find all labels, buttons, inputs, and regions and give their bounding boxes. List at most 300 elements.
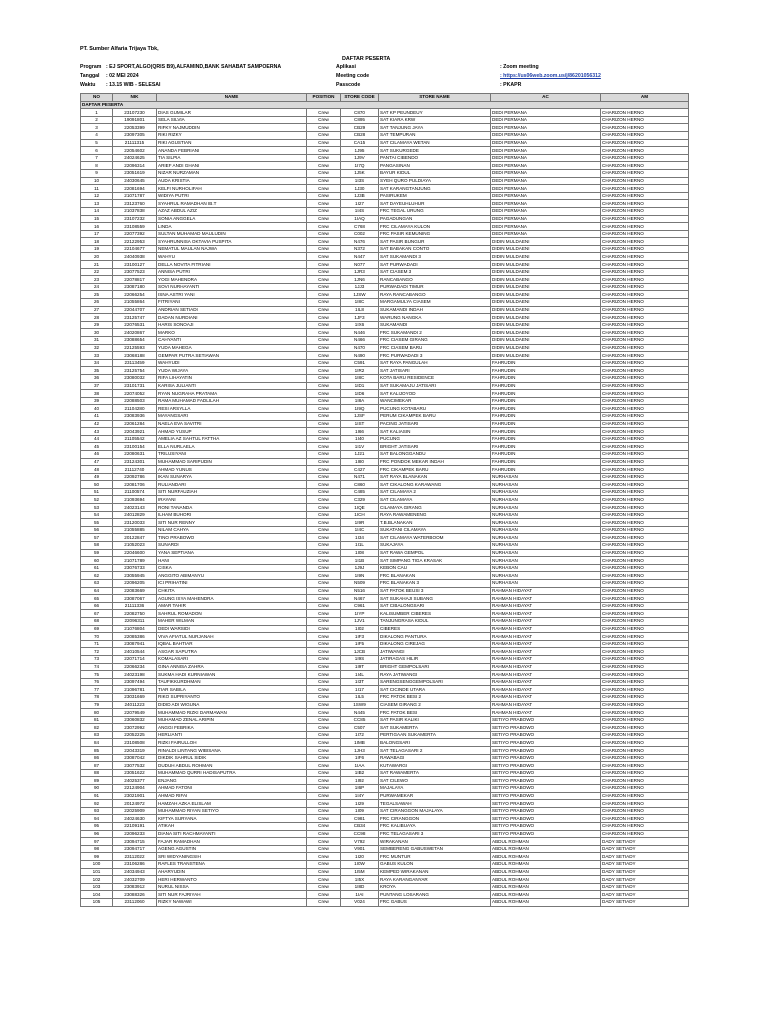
cell-position: Crew <box>307 337 341 345</box>
cell-nik: 23021901 <box>113 792 157 800</box>
cell-no: 45 <box>81 443 113 451</box>
meta-meeting-value[interactable] <box>500 73 601 80</box>
cell-store-code: 1IF6 <box>341 754 379 762</box>
cell-nik: 23087067 <box>113 595 157 603</box>
cell-position: Crew <box>307 580 341 588</box>
cell-position: Crew <box>307 412 341 420</box>
cell-position: Crew <box>307 549 341 557</box>
cell-no: 29 <box>81 321 113 329</box>
cell-am: CHARIZON HERNO <box>601 473 689 481</box>
cell-ac: NURHASAN <box>491 526 601 534</box>
cell-ac: ABDUL ROHMAN <box>491 845 601 853</box>
cell-nik: 21112740 <box>113 466 157 474</box>
cell-position: Crew <box>307 496 341 504</box>
cell-position: Crew <box>307 245 341 253</box>
cell-ac: DIDIN MULDAENI <box>491 321 601 329</box>
cell-nik: 23094717 <box>113 845 157 853</box>
cell-no: 1 <box>81 109 113 117</box>
cell-store-code: N516 <box>341 587 379 595</box>
cell-nik: 19091801 <box>113 116 157 124</box>
cell-name: ICI PRIHATINI <box>157 580 307 588</box>
cell-position: Crew <box>307 724 341 732</box>
cell-position: Crew <box>307 792 341 800</box>
cell-store-name: SUKAMANDI INDAH <box>379 306 491 314</box>
cell-no: 14 <box>81 207 113 215</box>
cell-am: CHARIZON HERNO <box>601 124 689 132</box>
cell-name: SYAHRUNNISA OKTAVIA PUSPITA <box>157 238 307 246</box>
cell-nik: 22061284 <box>113 420 157 428</box>
cell-name: DUDUH ABDUL ROHMAN <box>157 762 307 770</box>
table-row <box>81 686 689 694</box>
cell-am: CHARIZON HERNO <box>601 359 689 367</box>
table-row <box>81 800 689 808</box>
cell-store-code: N445 <box>341 709 379 717</box>
cell-position: Crew <box>307 443 341 451</box>
cell-store-name: TEGALSAWAH <box>379 800 491 808</box>
cell-ac: ABDUL ROHMAN <box>491 891 601 899</box>
table-row <box>81 147 689 155</box>
cell-no: 17 <box>81 230 113 238</box>
cell-no: 3 <box>81 124 113 132</box>
cell-nik: 23080032 <box>113 374 157 382</box>
cell-position: Crew <box>307 382 341 390</box>
cell-position: Crew <box>307 701 341 709</box>
cell-position: Crew <box>307 663 341 671</box>
cell-name: RESI ARSYLLA <box>157 405 307 413</box>
cell-name: ANANDA FEBRIANI <box>157 147 307 155</box>
cell-store-code: 1I8A <box>341 397 379 405</box>
cell-no: 34 <box>81 359 113 367</box>
cell-store-code: C981 <box>341 815 379 823</box>
cell-ac: FAHRUDIN <box>491 374 601 382</box>
cell-am: CHARIZON HERNO <box>601 466 689 474</box>
cell-am: CHARIZON HERNO <box>601 496 689 504</box>
cell-ac: FAHRUDIN <box>491 405 601 413</box>
table-row <box>81 815 689 823</box>
cell-name: NILAM CAHYA <box>157 526 307 534</box>
cell-store-name: SAT RAWA GEMPOL <box>379 549 491 557</box>
cell-name: ELLA NURLAELA <box>157 443 307 451</box>
cell-store-name: CIASEM GIRANG 2 <box>379 701 491 709</box>
cell-ac: RAHMAN HIDAYAT <box>491 701 601 709</box>
cell-am: DADY SETIADY <box>601 853 689 861</box>
cell-position: Crew <box>307 777 341 785</box>
cell-name: MAYANGSARI <box>157 412 307 420</box>
cell-no: 23 <box>81 276 113 284</box>
cell-position: Crew <box>307 314 341 322</box>
cell-store-name: PERTIGAAN SUKAMERTA <box>379 731 491 739</box>
cell-position: Crew <box>307 557 341 565</box>
cell-nik: 21071787 <box>113 192 157 200</box>
cell-nik: 21055864 <box>113 299 157 307</box>
meta-tanggal-value: : 02 MEI 2024 <box>106 73 139 79</box>
cell-position: Crew <box>307 671 341 679</box>
cell-no: 61 <box>81 564 113 572</box>
cell-no: 48 <box>81 466 113 474</box>
cell-no: 7 <box>81 154 113 162</box>
cell-no: 66 <box>81 602 113 610</box>
cell-store-name: CILAMAYA GIRANG <box>379 504 491 512</box>
cell-position: Crew <box>307 709 341 717</box>
cell-no: 49 <box>81 473 113 481</box>
cell-nik: 22125593 <box>113 344 157 352</box>
cell-no: 26 <box>81 299 113 307</box>
table-row <box>81 519 689 527</box>
cell-store-code: 1I4Y <box>341 792 379 800</box>
cell-nik: 23120033 <box>113 519 157 527</box>
cell-store-code: 1IAI <box>341 891 379 899</box>
cell-store-name: DIKALONG CIREJAG <box>379 640 491 648</box>
cell-am: CHARIZON HERNO <box>601 580 689 588</box>
cell-no: 103 <box>81 883 113 891</box>
cell-store-code: 1JH3 <box>341 747 379 755</box>
cell-store-name: SAT JATISARI <box>379 367 491 375</box>
cell-no: 100 <box>81 860 113 868</box>
cell-am: CHARIZON HERNO <box>601 337 689 345</box>
cell-name: WIDIYA PUTRI <box>157 192 307 200</box>
cell-position: Crew <box>307 830 341 838</box>
cell-ac: SETIYO PRABOWO <box>491 807 601 815</box>
cell-ac: DIDIN MULDAENI <box>491 352 601 360</box>
table-row <box>81 898 689 906</box>
table-row <box>81 238 689 246</box>
cell-nik: 22088503 <box>113 397 157 405</box>
cell-ac: DEDI PERMANA <box>491 192 601 200</box>
cell-ac: SETIYO PRABOWO <box>491 823 601 831</box>
cell-am: CHARIZON HERNO <box>601 709 689 717</box>
cell-name: DEDI WARSIDI <box>157 625 307 633</box>
cell-no: 31 <box>81 337 113 345</box>
cell-ac: RAHMAN HIDAYAT <box>491 587 601 595</box>
cell-nik: 20124972 <box>113 800 157 808</box>
cell-name: DIANA SITI RACHMAYANTI <box>157 830 307 838</box>
cell-ac: NURHASAN <box>491 572 601 580</box>
cell-am: CHARIZON HERNO <box>601 785 689 793</box>
cell-no: 24 <box>81 283 113 291</box>
cell-store-code: 1JR3 <box>341 268 379 276</box>
section-row <box>81 101 689 109</box>
cell-name: SOVI NURHAYANTI <box>157 283 307 291</box>
cell-no: 72 <box>81 648 113 656</box>
cell-am: CHARIZON HERNO <box>601 526 689 534</box>
cell-nik: 23125754 <box>113 367 157 375</box>
cell-store-code: 1ICH <box>341 511 379 519</box>
meta-program-value: : EJ SPORT,ALGO(QRIS B9),ALFAMIND,BANK SAHABAT SAMPOERNA <box>106 64 282 70</box>
cell-position: Crew <box>307 640 341 648</box>
cell-store-name: SAT BALONGGANDU <box>379 450 491 458</box>
cell-no: 16 <box>81 223 113 231</box>
cell-no: 88 <box>81 769 113 777</box>
cell-name: RIZKI FAIRULLOH <box>157 739 307 747</box>
cell-ac: FAHRUDIN <box>491 412 601 420</box>
cell-name: RONI TANANDA <box>157 504 307 512</box>
cell-no: 9 <box>81 169 113 177</box>
cell-name: MAHER WILMAN <box>157 617 307 625</box>
cell-no: 63 <box>81 580 113 588</box>
cell-am: CHARIZON HERNO <box>601 405 689 413</box>
cell-nik: 21104280 <box>113 405 157 413</box>
cell-store-code: C768 <box>341 223 379 231</box>
cell-store-code: 1IB2 <box>341 769 379 777</box>
cell-store-name: SYEH QURO PULDIAYA <box>379 177 491 185</box>
table-row <box>81 542 689 550</box>
meta-program-label: Program <box>80 64 102 70</box>
cell-position: Crew <box>307 124 341 132</box>
cell-position: Crew <box>307 823 341 831</box>
cell-ac: ABDUL ROHMAN <box>491 898 601 906</box>
cell-name: CISKA <box>157 564 307 572</box>
table-row <box>81 504 689 512</box>
col-no: NO <box>81 94 113 102</box>
cell-store-name: FRC PURWADADI 3 <box>379 352 491 360</box>
cell-nik: 23097494 <box>113 678 157 686</box>
table-row <box>81 572 689 580</box>
cell-am: CHARIZON HERNO <box>601 686 689 694</box>
cell-store-name: SAT KIARA KRW <box>379 116 491 124</box>
cell-ac: SETIYO PRABOWO <box>491 724 601 732</box>
cell-am: CHARIZON HERNO <box>601 329 689 337</box>
cell-store-code: 1I66 <box>341 428 379 436</box>
cell-store-code: 1JJ3 <box>341 283 379 291</box>
cell-ac: DEDI PERMANA <box>491 169 601 177</box>
cell-nik: 23100154 <box>113 443 157 451</box>
cell-ac: DEDI PERMANA <box>491 131 601 139</box>
cell-position: Crew <box>307 898 341 906</box>
cell-ac: SETIYO PRABOWO <box>491 754 601 762</box>
cell-position: Crew <box>307 587 341 595</box>
cell-no: 90 <box>81 785 113 793</box>
table-row <box>81 693 689 701</box>
cell-no: 98 <box>81 845 113 853</box>
cell-store-code: 1IF5 <box>341 640 379 648</box>
cell-name: MUHAMMAD SARIPUDIN <box>157 458 307 466</box>
meta-passcode-value: : PKAPR <box>500 82 522 88</box>
cell-nik: 22066254 <box>113 291 157 299</box>
cell-no: 84 <box>81 739 113 747</box>
cell-am: CHARIZON HERNO <box>601 314 689 322</box>
table-row <box>81 617 689 625</box>
cell-store-name: GABUS KULON <box>379 860 491 868</box>
cell-nik: 23108559 <box>113 223 157 231</box>
cell-no: 54 <box>81 511 113 519</box>
cell-store-code: 1IR2 <box>341 367 379 375</box>
cell-position: Crew <box>307 283 341 291</box>
table-row <box>81 724 689 732</box>
cell-nik: 24020867 <box>113 329 157 337</box>
cell-store-code: 1JSF <box>341 412 379 420</box>
cell-position: Crew <box>307 716 341 724</box>
cell-no: 20 <box>81 253 113 261</box>
cell-position: Crew <box>307 223 341 231</box>
cell-store-code: C002 <box>341 230 379 238</box>
table-row <box>81 109 689 117</box>
cell-nik: 21076804 <box>113 625 157 633</box>
cell-am: CHARIZON HERNO <box>601 542 689 550</box>
cell-am: CHARIZON HERNO <box>601 169 689 177</box>
cell-store-name: FRC MUNTUR <box>379 853 491 861</box>
cell-nik: 22096314 <box>113 162 157 170</box>
cell-store-code: 1I17 <box>341 686 379 694</box>
cell-store-code: C870 <box>341 109 379 117</box>
cell-am: CHARIZON HERNO <box>601 412 689 420</box>
cell-store-code: V792 <box>341 838 379 846</box>
cell-position: Crew <box>307 131 341 139</box>
cell-am: CHARIZON HERNO <box>601 701 689 709</box>
cell-store-name: SAT SIMPANG TIGA KRASAK <box>379 557 491 565</box>
cell-store-code: 1I1L <box>341 542 379 550</box>
cell-am: CHARIZON HERNO <box>601 154 689 162</box>
cell-name: KARISA JULIANTI <box>157 382 307 390</box>
cell-ac: FAHRUDIN <box>491 420 601 428</box>
cell-am: CHARIZON HERNO <box>601 792 689 800</box>
cell-position: Crew <box>307 610 341 618</box>
table-row <box>81 162 689 170</box>
meeting-link[interactable]: : https://us06web.zoom.us/j/86201056312 <box>500 73 601 79</box>
cell-store-code: 1I20 <box>341 853 379 861</box>
cell-no: 79 <box>81 701 113 709</box>
cell-position: Crew <box>307 564 341 572</box>
cell-ac: NURHASAN <box>491 504 601 512</box>
cell-position: Crew <box>307 458 341 466</box>
cell-store-code: 1JSW <box>341 291 379 299</box>
cell-name: GINA ANNISA ZAHRA <box>157 663 307 671</box>
cell-no: 40 <box>81 405 113 413</box>
cell-name: DIKDIK SAHRUL SIDIK <box>157 754 307 762</box>
cell-am: CHARIZON HERNO <box>601 344 689 352</box>
cell-nik: 23113459 <box>113 359 157 367</box>
cell-store-name: FRC CIASEM GIRANG <box>379 337 491 345</box>
cell-store-code: 1IAA <box>341 762 379 770</box>
cell-nik: 22043921 <box>113 428 157 436</box>
cell-ac: ABDUL ROHMAN <box>491 838 601 846</box>
cell-store-name: RAYA RANCABANGO <box>379 291 491 299</box>
cell-nik: 23107232 <box>113 215 157 223</box>
cell-am: CHARIZON HERNO <box>601 177 689 185</box>
cell-name: RAMA MUHAMAD FADLILAH <box>157 397 307 405</box>
cell-am: CHARIZON HERNO <box>601 572 689 580</box>
cell-nik: 24024630 <box>113 815 157 823</box>
cell-ac: SETIYO PRABOWO <box>491 785 601 793</box>
cell-nik: 22077392 <box>113 230 157 238</box>
table-row <box>81 359 689 367</box>
cell-position: Crew <box>307 185 341 193</box>
cell-store-code: 1I7Q <box>341 162 379 170</box>
cell-no: 50 <box>81 481 113 489</box>
cell-store-name: SUKAJAYA <box>379 542 491 550</box>
cell-no: 46 <box>81 450 113 458</box>
cell-nik: 21037838 <box>113 207 157 215</box>
cell-am: CHARIZON HERNO <box>601 147 689 155</box>
cell-position: Crew <box>307 807 341 815</box>
cell-am: CHARIZON HERNO <box>601 109 689 117</box>
cell-position: Crew <box>307 359 341 367</box>
cell-ac: FAHRUDIN <box>491 397 601 405</box>
cell-name: SITI NUR RENNY <box>157 519 307 527</box>
cell-nik: 23051619 <box>113 169 157 177</box>
cell-position: Crew <box>307 678 341 686</box>
table-row <box>81 853 689 861</box>
cell-store-code: 1I29 <box>341 800 379 808</box>
cell-name: SONIA ANGGELA <box>157 215 307 223</box>
cell-name: ANNISA PUTRI <box>157 268 307 276</box>
cell-no: 55 <box>81 519 113 527</box>
cell-store-code: 1I3S <box>341 177 379 185</box>
cell-position: Crew <box>307 367 341 375</box>
cell-store-name: FRC TELAGASARI 3 <box>379 830 491 838</box>
cell-no: 13 <box>81 200 113 208</box>
cell-no: 69 <box>81 625 113 633</box>
cell-am: DADY SETIADY <box>601 891 689 899</box>
cell-nik: 22025909 <box>113 807 157 815</box>
cell-position: Crew <box>307 754 341 762</box>
cell-store-name: WARUNG NANGKA <box>379 314 491 322</box>
cell-store-code: 1I4S <box>341 207 379 215</box>
cell-nik: 23087941 <box>113 640 157 648</box>
cell-store-code: C507 <box>341 724 379 732</box>
cell-am: CHARIZON HERNO <box>601 397 689 405</box>
cell-store-code: 1I3T <box>341 678 379 686</box>
table-row <box>81 321 689 329</box>
cell-position: Crew <box>307 693 341 701</box>
table-row <box>81 291 689 299</box>
cell-am: CHARIZON HERNO <box>601 200 689 208</box>
cell-no: 81 <box>81 716 113 724</box>
cell-position: Crew <box>307 762 341 770</box>
table-row <box>81 154 689 162</box>
cell-nik: 22053399 <box>113 124 157 132</box>
cell-ac: SETIYO PRABOWO <box>491 800 601 808</box>
table-row <box>81 883 689 891</box>
table-row <box>81 253 689 261</box>
table-row <box>81 762 689 770</box>
cell-position: Crew <box>307 374 341 382</box>
cell-name: AGENG AGUSTIN <box>157 845 307 853</box>
cell-am: CHARIZON HERNO <box>601 443 689 451</box>
cell-ac: DIDIN MULDAENI <box>491 329 601 337</box>
cell-name: ATIKAH <box>157 823 307 831</box>
table-row <box>81 329 689 337</box>
cell-ac: RAHMAN HIDAYAT <box>491 663 601 671</box>
cell-store-code: 1J30 <box>341 185 379 193</box>
cell-ac: RAHMAN HIDAYAT <box>491 655 601 663</box>
table-row <box>81 595 689 603</box>
cell-no: 53 <box>81 504 113 512</box>
cell-no: 64 <box>81 587 113 595</box>
cell-store-name: FRC CIRANGGON <box>379 815 491 823</box>
cell-position: Crew <box>307 655 341 663</box>
cell-name: SUKMA HADI KURNIAWAN <box>157 671 307 679</box>
cell-store-name: SAT CIKALONG KARAWANG <box>379 481 491 489</box>
cell-nik: 24010544 <box>113 648 157 656</box>
table-row <box>81 131 689 139</box>
cell-ac: NURHASAN <box>491 557 601 565</box>
cell-am: CHARIZON HERNO <box>601 800 689 808</box>
cell-ac: FAHRUDIN <box>491 382 601 390</box>
cell-position: Crew <box>307 268 341 276</box>
cell-nik: 24034943 <box>113 868 157 876</box>
table-row <box>81 526 689 534</box>
cell-no: 11 <box>81 185 113 193</box>
cell-nik: 23087180 <box>113 283 157 291</box>
table-row <box>81 420 689 428</box>
cell-name: RYAN NUGRAHA PRATAMA <box>157 390 307 398</box>
cell-am: DADY SETIADY <box>601 883 689 891</box>
table-row <box>81 807 689 815</box>
cell-position: Crew <box>307 276 341 284</box>
cell-nik: 24024625 <box>113 154 157 162</box>
cell-ac: DEDI PERMANA <box>491 139 601 147</box>
cell-name: SELA SILVIA <box>157 116 307 124</box>
